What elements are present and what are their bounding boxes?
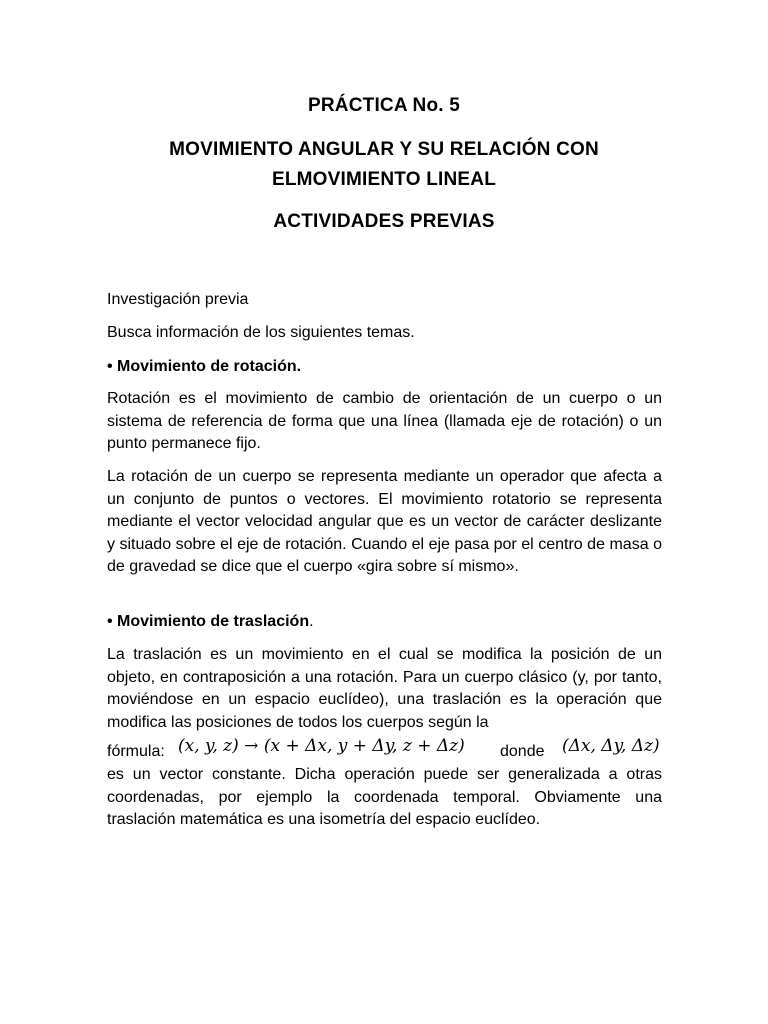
formula-line: [107, 735, 662, 765]
paragraph-rotation-detail: La rotación de un cuerpo se representa mediante un operador que afecta a un conjunto de puntos o vectores. El movimiento rotatorio se representa mediante el vector velocidad angular que es un vector de carácter deslizante y situado sobre el eje de rotación. Cuando el eje pasa por el centro de masa o de gravedad se dice que el cuerpo «gira sobre sí mismo».: [107, 468, 662, 576]
title-line-2: ELMOVIMIENTO LINEAL: [271, 169, 497, 190]
bullet-rotation: • Movimiento de rotación.: [107, 358, 302, 375]
practice-heading: PRÁCTICA No. 5: [308, 95, 460, 116]
formula-donde: donde: [500, 743, 545, 760]
paragraph-rotation-definition: Rotación es el movimiento de cambio de orientación de un cuerpo o un sistema de referencia de forma que una línea (llamada eje de rotación) o un punto permanece fijo.: [107, 390, 662, 453]
bullet-translation: [107, 611, 662, 634]
title-line-1: MOVIMIENTO ANGULAR Y SU RELACIÓN CON: [169, 139, 599, 160]
intro-line-1: Investigación previa: [107, 291, 249, 308]
section-heading: ACTIVIDADES PREVIAS: [273, 211, 495, 232]
paragraph-translation: La traslación es un movimiento en el cual se modifica la posición de un objeto, en contraposición a una rotación. Para un cuerpo clásico (y, por tanto, moviéndose en un espacio euclídeo), una traslación es la operación que modifica las posiciones de todos los cuerpos según la: [107, 646, 662, 731]
bullet-translation-period: .: [309, 613, 314, 630]
intro-line-2: Busca información de los siguientes temas.: [107, 324, 415, 341]
formula-label: fórmula:: [107, 743, 165, 760]
formula-vector: (Δx, Δy, Δz): [562, 736, 660, 756]
formula-expression: (x, y, z) → (x + Δx, y + Δy, z + Δz): [178, 736, 465, 756]
paragraph-translation-end: es un vector constante. Dicha operación puede ser generalizada a otras coordenadas, por ejemplo la coordenada temporal. Obviamente una traslación matemática es una isometría del espacio euclídeo.: [107, 766, 662, 829]
bullet-translation-label: • Movimiento de traslación: [107, 613, 310, 630]
